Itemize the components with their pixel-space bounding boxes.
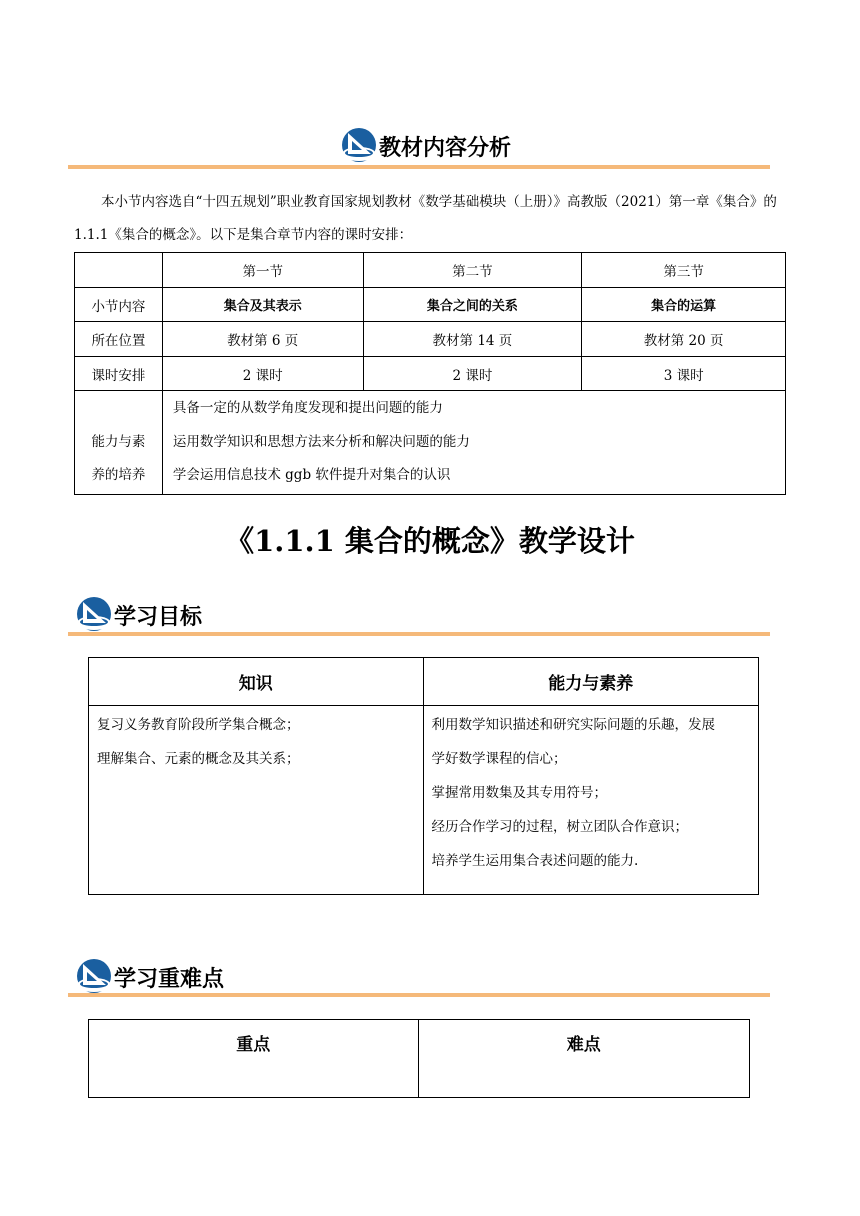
table-cell: 2 课时 — [162, 357, 363, 391]
list-item: 理解集合、元素的概念及其关系； — [97, 751, 300, 767]
ability-cell — [162, 391, 785, 495]
table-cell-empty — [75, 253, 163, 288]
ability-label-line: 能力与素 — [91, 434, 146, 450]
table-header-cell: 第二节 — [363, 253, 582, 288]
table-header-cell: 第三节 — [582, 253, 786, 288]
table-header-cell: 知识 — [89, 658, 424, 706]
intro-paragraph: 本小节内容选自“十四五规划”职业教育国家规划教材《数学基础模块（上册）》高教版（2021）第一章《集合》的 1.1.1《集合的概念》。以下是集合章节内容的课时安排： — [74, 194, 777, 243]
row-label: 所在位置 — [75, 322, 163, 357]
knowledge-cell — [89, 706, 424, 895]
table-row — [75, 322, 786, 357]
heading-underline — [68, 993, 770, 997]
ability-item: 学会运用信息技术 ggb 软件提升对集合的认识 — [172, 467, 451, 484]
table-cell: 2 课时 — [363, 357, 582, 391]
row-label: 小节内容 — [75, 288, 163, 322]
list-item: 掌握常用数集及其专用符号； — [431, 785, 607, 801]
list-item: 利用数学知识描述和研究实际问题的乐趣，发展 — [431, 717, 715, 733]
table-header-cell: 能力与素养 — [423, 658, 759, 706]
table-cell: 教材第 20 页 — [582, 322, 786, 357]
table-cell: 教材第 14 页 — [363, 322, 582, 357]
list-item: 复习义务教育阶段所学集合概念； — [97, 717, 300, 733]
list-item: 培养学生运用集合表述问题的能力. — [431, 853, 639, 869]
heading-underline — [68, 632, 770, 636]
ability-item: 运用数学知识和思想方法来分析和解决问题的能力 — [172, 433, 470, 450]
page-title: 《1.1.1 集合的概念》教学设计 — [225, 524, 635, 558]
table-row — [75, 357, 786, 391]
learning-goals-table — [88, 657, 759, 895]
list-item: 学好数学课程的信心； — [431, 751, 567, 767]
list-item: 经历合作学习的过程，树立团队合作意识； — [431, 819, 688, 835]
section-heading-key-difficult-points — [76, 950, 224, 994]
ability-cell — [423, 706, 759, 895]
table-header-cell: 难点 — [418, 1020, 750, 1098]
section-heading-text: 学习重难点 — [114, 967, 225, 992]
row-label: 课时安排 — [75, 357, 163, 391]
row-label — [75, 391, 163, 495]
section-heading-text: 教材内容分析 — [379, 136, 512, 161]
table-header-row — [75, 253, 786, 288]
table-row-ability — [75, 391, 786, 495]
triangle-ruler-logo-icon — [76, 958, 112, 994]
table-cell: 集合及其表示 — [162, 288, 363, 322]
section-heading-text: 学习目标 — [114, 605, 203, 630]
section-heading-learning-goals — [76, 588, 202, 632]
table-cell: 教材第 6 页 — [162, 322, 363, 357]
table-header-cell: 重点 — [89, 1020, 419, 1098]
ability-label-line: 养的培养 — [91, 467, 146, 483]
triangle-ruler-logo-icon — [341, 127, 377, 163]
table-cell: 集合的运算 — [582, 288, 786, 322]
table-cell: 集合之间的关系 — [363, 288, 582, 322]
heading-underline — [68, 165, 770, 169]
section-heading-textbook-analysis — [341, 119, 511, 163]
triangle-ruler-logo-icon — [76, 596, 112, 632]
key-points-table — [88, 1019, 750, 1098]
table-header-cell: 第一节 — [162, 253, 363, 288]
schedule-table — [74, 252, 786, 495]
table-cell: 3 课时 — [582, 357, 786, 391]
table-row — [75, 288, 786, 322]
ability-item: 具备一定的从数学角度发现和提出问题的能力 — [172, 400, 443, 417]
